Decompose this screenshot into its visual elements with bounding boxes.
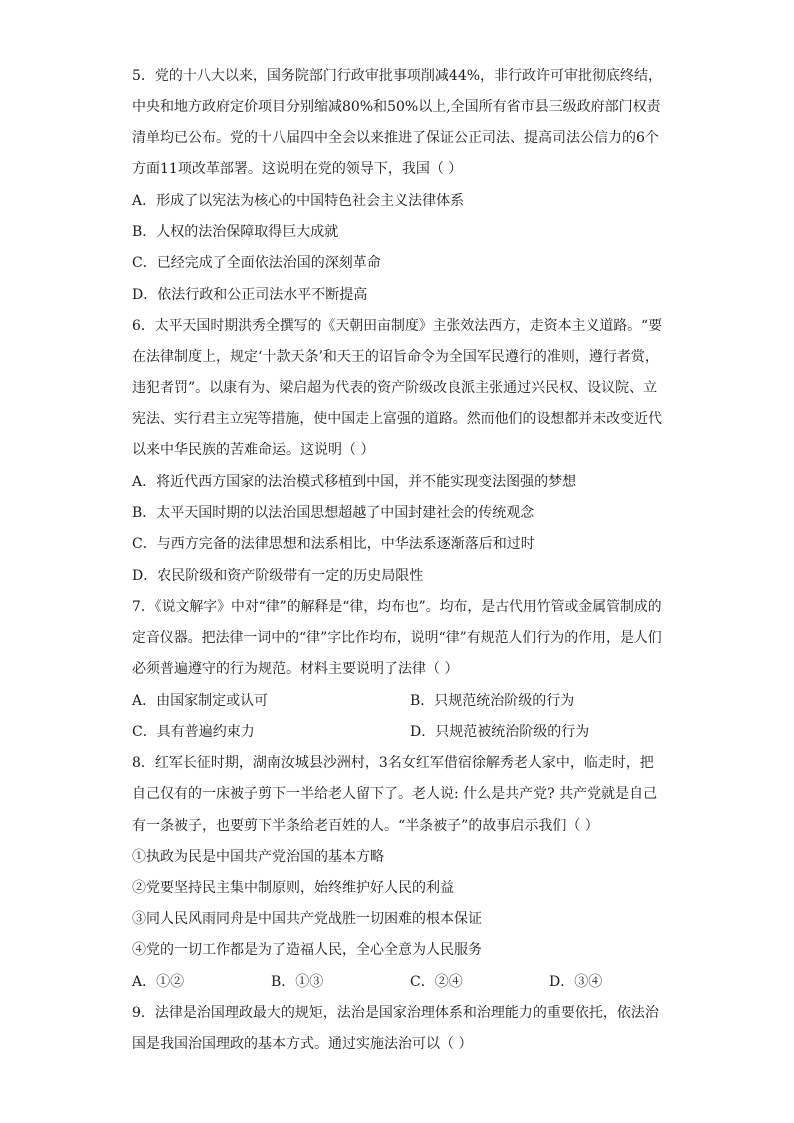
question-6-option-b: B．太平天国时期的以法治国思想超越了中国封建社会的传统观念	[132, 505, 535, 521]
question-8-option-a: A．①②	[132, 974, 185, 990]
question-8-stem-line-3: 有一条被子，也要剪下半条给老百姓的人。“半条被子”的故事启示我们（ ）	[132, 818, 599, 834]
question-7-option-a: A．由国家制定或认可	[132, 693, 269, 709]
question-9-stem-line-1: 9．法律是治国理政最大的规矩，法治是国家治理体系和治理能力的重要依托，依法治	[132, 1005, 659, 1021]
question-5-option-a: A．形成了以宪法为核心的中国特色社会主义法律体系	[132, 193, 465, 209]
question-8-option-b: B．①③	[271, 974, 324, 990]
question-7-option-b: B．只规范统治阶级的行为	[410, 693, 575, 709]
question-9-stem-line-2: 国是我国治国理政的基本方式。通过实施法治可以（ ）	[132, 1036, 473, 1052]
question-5-stem-line-2: 中央和地方政府定价项目分别缩减80%和50%以上,全国所有省市县三级政府部门权责	[132, 99, 661, 115]
question-8-option-d: D．③④	[549, 974, 603, 990]
question-7-stem-line-2: 定音仪器。把法律一词中的“律”字比作均布，说明“律”有规范人们行为的作用，是人们	[132, 630, 662, 646]
question-7-option-c: C．具有普遍约束力	[132, 724, 255, 740]
question-8-statement-2: ②党要坚持民主集中制原则，始终维护好人民的利益	[132, 880, 454, 896]
question-7-stem-line-1: 7．《说文解字》中对“律”的解释是“律，均布也”。均布，是古代用竹管或金属管制成的	[132, 599, 662, 615]
question-8-option-c: C．②④	[410, 974, 463, 990]
question-6-option-d: D．农民阶级和资产阶级带有一定的历史局限性	[132, 568, 424, 584]
question-7-stem-line-3: 必须普遍遵守的行为规范。材料主要说明了法律（ ）	[132, 661, 459, 677]
question-8-stem-line-1: 8．红军长征时期，湖南汝城县沙洲村，3名女红军借宿徐解秀老人家中，临走时，把	[132, 755, 654, 771]
question-5-option-b: B．人权的法治保障取得巨大成就	[132, 224, 339, 240]
question-7-option-d: D．只规范被统治阶级的行为	[410, 724, 590, 740]
question-5-stem-line-3: 清单均已公布。党的十八届四中全会以来推进了保证公正司法、提高司法公信力的6个	[132, 130, 659, 146]
question-5-option-d: D．依法行政和公正司法水平不断提高	[132, 287, 368, 303]
question-8-statement-4: ④党的一切工作都是为了造福人民，全心全意为人民服务	[132, 942, 482, 958]
question-5-option-c: C．已经完成了全面依法治国的深刻革命	[132, 255, 381, 271]
question-6-option-c: C．与西方完备的法律思想和法系相比，中华法系逐渐落后和过时	[132, 536, 535, 552]
question-8-stem-line-2: 自己仅有的一床被子剪下一半给老人留下了。老人说: 什么是共产党? 共产党就是自己	[132, 786, 658, 802]
question-6-stem-line-2: 在法律制度上，规定‘十款天条’和天王的诏旨命令为全国军民遵行的准则，遵行者赏，	[132, 349, 659, 365]
question-6-option-a: A．将近代西方国家的法治模式移植到中国，并不能实现变法图强的梦想	[132, 474, 577, 490]
question-5-stem-line-4: 方面11项改革部署。这说明在党的领导下，我国（ ）	[132, 161, 463, 177]
question-6-stem-line-4: 宪法、实行君主立宪等措施，使中国走上富强的道路。然而他们的设想都并未改变近代	[132, 411, 662, 427]
question-8-statement-1: ①执政为民是中国共产党治国的基本方略	[132, 849, 384, 865]
question-8-statement-3: ③同人民风雨同舟是中国共产党战胜一切困难的根本保证	[132, 911, 482, 927]
question-6-stem-line-3: 违犯者罚”。以康有为、梁启超为代表的资产阶级改良派主张通过兴民权、设议院、立	[132, 380, 658, 396]
question-5-stem-line-1: 5．党的十八大以来，国务院部门行政审批事项削减44%，非行政许可审批彻底终结，	[132, 68, 663, 84]
question-6-stem-line-5: 以来中华民族的苦难命运。这说明（ ）	[132, 442, 375, 458]
question-6-stem-line-1: 6．太平天国时期洪秀全撰写的《天朝田亩制度》主张效法西方，走资本主义道路。“要	[132, 318, 663, 334]
